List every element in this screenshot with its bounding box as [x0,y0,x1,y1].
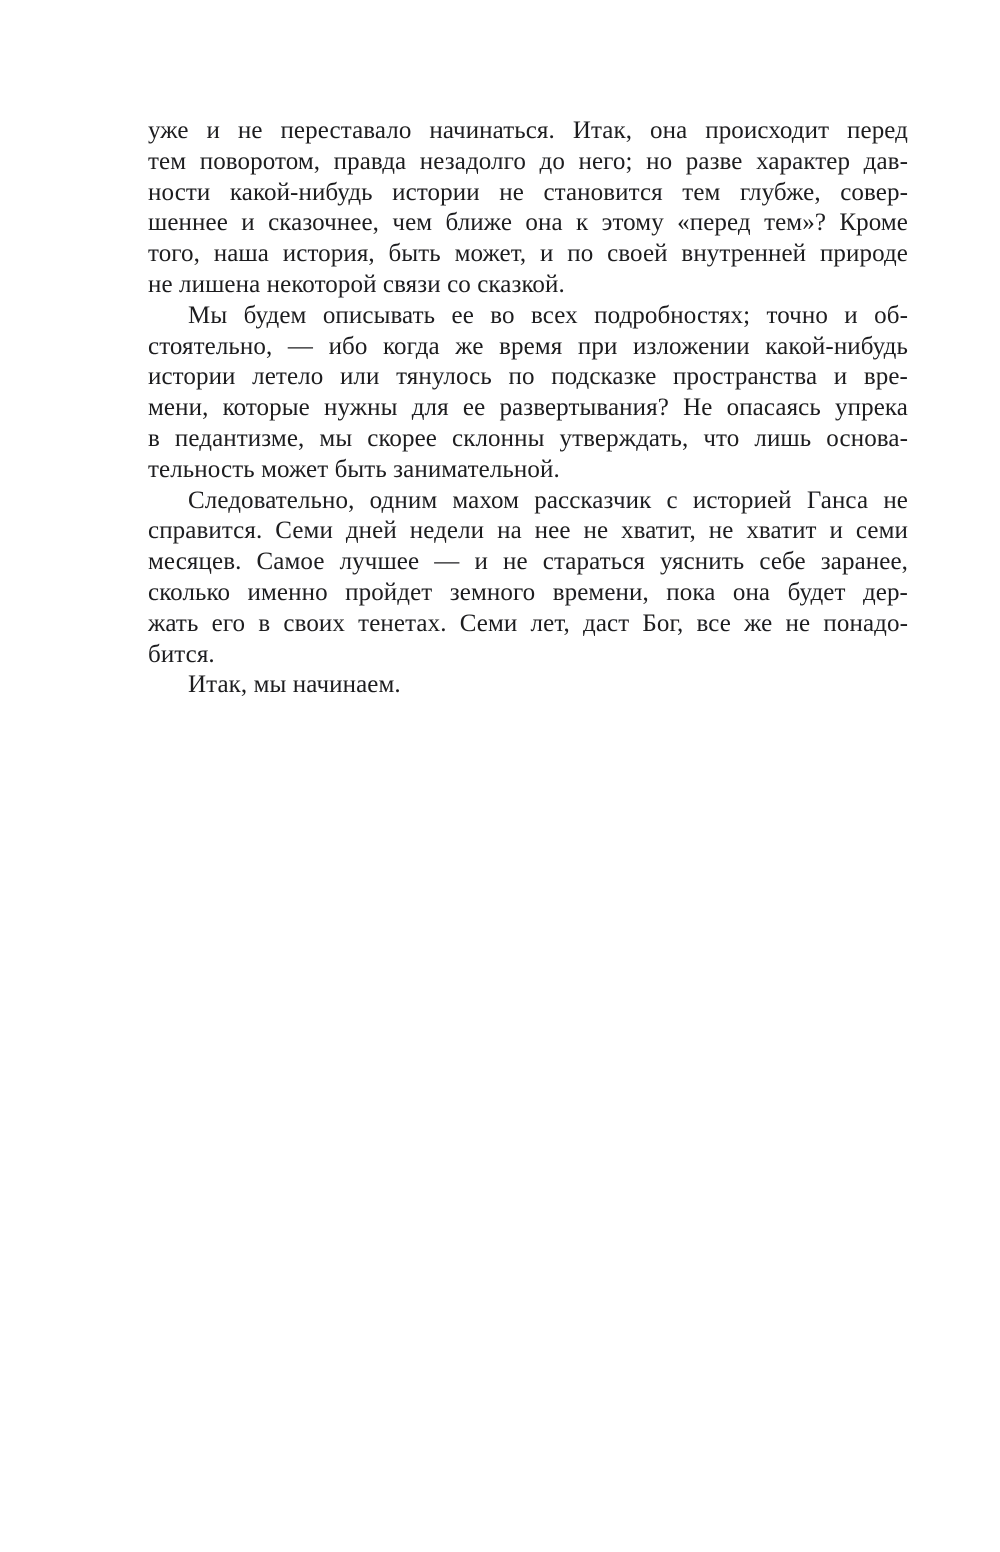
paragraph [148,301,908,486]
text-block [148,116,908,701]
text-line: сколько именно пройдет земного времени, пока она будет дер- [148,578,908,606]
text-line: Мы будем описывать ее во всех подробностях; точно и об- [188,301,908,329]
text-line: тельность может быть занимательной. [148,455,560,483]
text-line: ности какой-нибудь истории не становится тем глубже, совер- [148,178,908,206]
text-line: месяцев. Самое лучшее — и не стараться уяснить себе заранее, [148,548,908,576]
text-line: истории летело или тянулось по подсказке пространства и вре- [148,363,908,391]
text-line: уже и не переставало начинаться. Итак, она происходит перед [148,117,908,144]
paragraph [148,486,908,671]
text-line: Следовательно, одним махом рассказчик с историей Ганса не [188,486,908,514]
text-line: шеннее и сказочнее, чем ближе она к этому «перед тем»? Кроме [148,209,908,237]
text-line: в педантизме, мы скорее склонны утверждать, что лишь основа- [148,424,908,452]
text-line: справится. Семи дней недели на нее не хватит, не хватит и семи [148,517,908,545]
text-line: мени, которые нужны для ее развертывания? Не опасаясь упрека [148,394,908,422]
paragraph [148,670,908,701]
paragraph [148,116,908,301]
text-line: жать его в своих тенетах. Семи лет, даст Бог, все же не понадо- [148,609,908,637]
text-line: того, наша история, быть может, и по своей внутренней природе [148,240,908,268]
text-line: тем поворотом, правда незадолго до него; но разве характер дав- [148,147,908,175]
text-line: не лишена некоторой связи со сказкой. [148,270,565,298]
text-line: Итак, мы начинаем. [188,671,401,699]
text-line: стоятельно, — ибо когда же время при изложении какой-нибудь [148,332,908,360]
text-line: бится. [148,640,215,668]
